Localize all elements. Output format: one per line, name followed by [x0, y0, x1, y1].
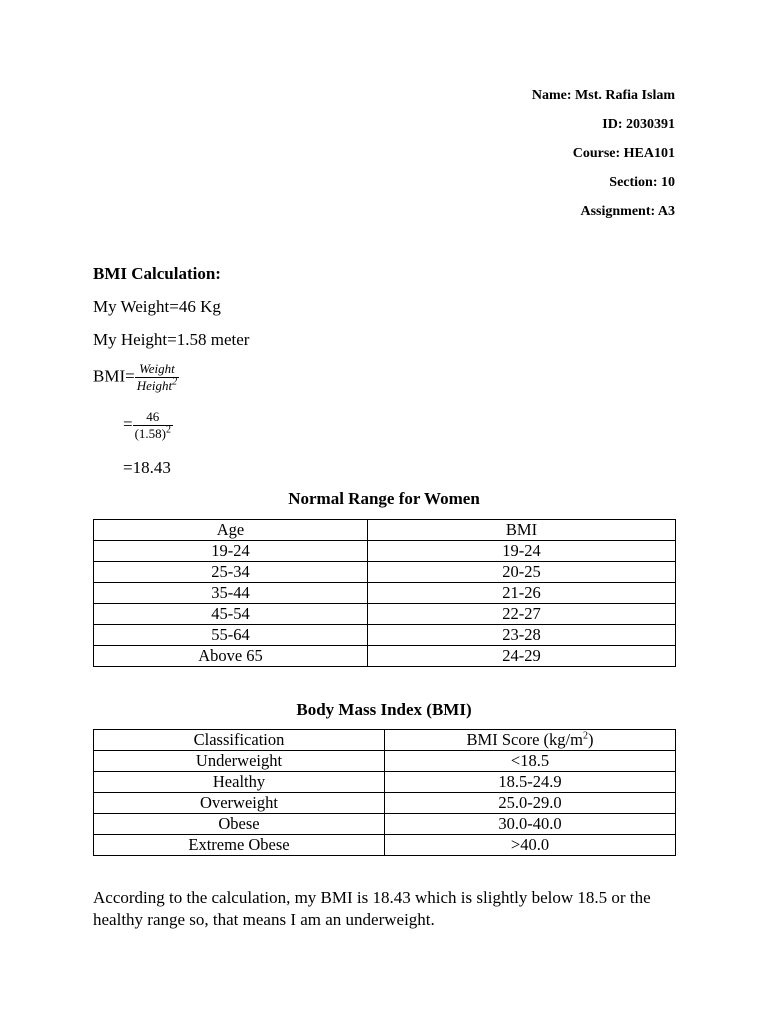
bmi-classification-table [93, 729, 676, 856]
student-id: ID: 2030391 [602, 117, 675, 132]
student-name: Name: Mst. Rafia Islam [531, 88, 675, 103]
formula-label: BMI= [93, 366, 135, 386]
table-row [94, 541, 676, 562]
table-row [94, 835, 676, 856]
table-row [94, 604, 676, 625]
table-row [94, 583, 676, 604]
classification-cell: Overweight [94, 793, 385, 814]
age-cell: 35-44 [94, 583, 368, 604]
conclusion-paragraph: According to the calculation, my BMI is 18.43 which is slightly below 18.5 or the healthy range so, that means I am an underweight. [93, 888, 651, 929]
bmi-cell: 19-24 [368, 541, 676, 562]
score-cell: >40.0 [385, 835, 676, 856]
step-fraction [133, 409, 173, 442]
bmi-cell: 24-29 [368, 646, 676, 667]
table-row [94, 625, 676, 646]
table-header-row [94, 730, 676, 751]
step-numerator: 46 [146, 409, 160, 424]
formula-numerator: Weight [139, 361, 175, 376]
age-cell: 19-24 [94, 541, 368, 562]
classification-cell: Underweight [94, 751, 385, 772]
bmi-result: =18.43 [123, 458, 171, 477]
bmi-cell: 20-25 [368, 562, 676, 583]
score-cell: <18.5 [385, 751, 676, 772]
classification-cell: Healthy [94, 772, 385, 793]
table-row [94, 772, 676, 793]
formula-exponent: 2 [172, 376, 178, 388]
classification-cell: Extreme Obese [94, 835, 385, 856]
header-bmi: BMI [368, 520, 676, 541]
score-cell: 25.0-29.0 [385, 793, 676, 814]
bmi-formula [93, 361, 179, 394]
header-classification: Classification [94, 730, 385, 751]
table-row [94, 562, 676, 583]
table-header-row [94, 520, 676, 541]
header-bmi-score: BMI Score $(kg/m^2)$ [385, 730, 676, 751]
table-row [94, 793, 676, 814]
table-row [94, 646, 676, 667]
formula-denominator: Height$^2$ [136, 376, 178, 393]
formula-fraction [135, 361, 179, 394]
bmi-calculation-title: BMI Calculation: [93, 264, 221, 283]
header-score-exponent: 2 [582, 730, 588, 742]
age-cell: Above 65 [94, 646, 368, 667]
section-number: Section: 10 [609, 175, 675, 190]
bmi-substitution [123, 409, 173, 442]
bmi-table-caption: Body Mass Index (BMI) [296, 700, 472, 719]
age-cell: 55-64 [94, 625, 368, 646]
bmi-cell: 21-26 [368, 583, 676, 604]
header-age: Age [94, 520, 368, 541]
score-cell: 30.0-40.0 [385, 814, 676, 835]
women-table-caption: Normal Range for Women [288, 489, 480, 508]
score-cell: 18.5-24.9 [385, 772, 676, 793]
table-row [94, 751, 676, 772]
classification-cell: Obese [94, 814, 385, 835]
step-exponent: 2 [166, 424, 172, 436]
bmi-cell: 23-28 [368, 625, 676, 646]
table-row [94, 814, 676, 835]
step-denominator: $(1.58)^2$ [134, 424, 172, 441]
course-code: Course: HEA101 [572, 146, 675, 161]
assignment-label: Assignment: A3 [580, 204, 675, 219]
bmi-cell: 22-27 [368, 604, 676, 625]
weight-line: My Weight=46 Kg [93, 297, 221, 316]
age-cell: 25-34 [94, 562, 368, 583]
height-line: My Height=1.58 meter [93, 330, 250, 349]
women-range-table [93, 519, 676, 667]
step-prefix: = [123, 414, 133, 434]
age-cell: 45-54 [94, 604, 368, 625]
